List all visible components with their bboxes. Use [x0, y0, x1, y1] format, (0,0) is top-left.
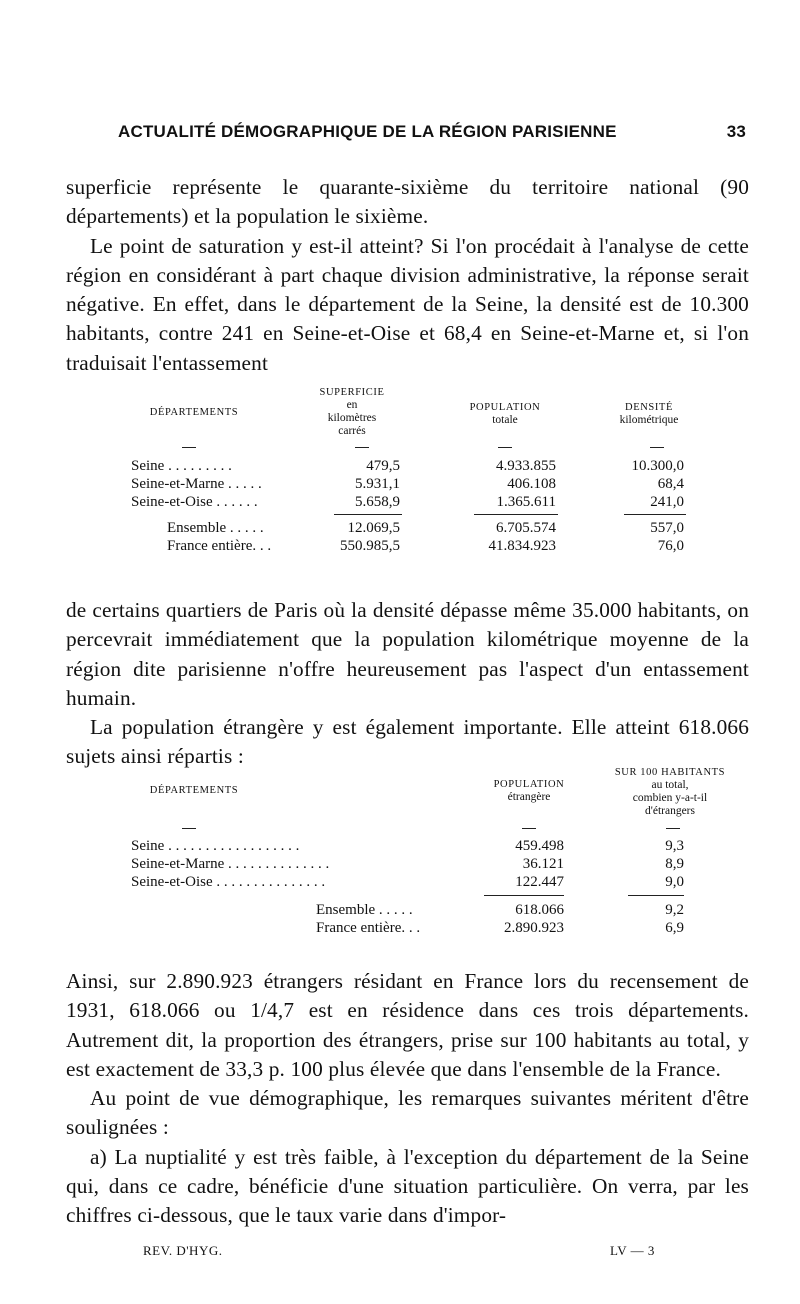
- t2-row-name: Seine-et-Oise . . . . . . . . . . . . . . .: [131, 874, 326, 890]
- t2-row-population: 36.121: [522, 856, 564, 872]
- t2-row-name: Seine . . . . . . . . . . . . . . . . . .: [131, 838, 300, 854]
- t2-row-sur100: 8,9: [665, 856, 684, 872]
- paragraph-superficie: superficie représente le quarante-sixième du territoire national (90 départements) et la population le sixième.: [66, 175, 749, 229]
- t1-header-population-totale: totale: [492, 414, 518, 426]
- t1-row-superficie: 5.931,1: [355, 476, 400, 492]
- paragraph-etrangers: La population étrangère y est également importante. Elle atteint 618.066 sujets ainsi répartis :: [66, 715, 749, 769]
- t1-row-densite: 68,4: [657, 476, 684, 492]
- t1-total-densite: 557,0: [650, 520, 684, 536]
- paragraph-demographique: Au point de vue démographique, les remarques suivantes méritent d'être soulignées :: [66, 1086, 749, 1140]
- t1-row-name: Seine-et-Marne . . . . .: [131, 476, 262, 492]
- t2-total-population: 2.890.923: [504, 920, 564, 936]
- t2-header-population-etrangere: étrangère: [507, 791, 551, 803]
- t2-total-sur100: 9,2: [665, 902, 684, 918]
- t1-row-superficie: 5.658,9: [355, 494, 400, 510]
- t1-row-densite: 10.300,0: [631, 458, 684, 474]
- t1-total-population: 6.705.574: [496, 520, 556, 536]
- t1-row-population: 406.108: [507, 476, 556, 492]
- t2-row-sur100: 9,3: [665, 838, 684, 854]
- t1-row-population: 4.933.855: [496, 458, 556, 474]
- t2-total-population: 618.066: [515, 902, 564, 918]
- t1-row-superficie: 479,5: [366, 458, 400, 474]
- paragraph-nuptialite: a) La nuptialité y est très faible, à l'exception du département de la Seine qui, dans ce cadre, bénéficie d'une situation particulière. On verra, par les chiffres ci-dessous, que le taux varie dans d'impor-: [66, 1144, 749, 1228]
- t1-row-name: Seine-et-Oise . . . . . .: [131, 494, 258, 510]
- t1-total-name: France entière. . .: [167, 538, 272, 554]
- header-title: ACTUALITÉ DÉMOGRAPHIQUE DE LA RÉGION PARISIENNE: [118, 122, 617, 141]
- t1-header-departements: DÉPARTEMENTS: [149, 407, 239, 418]
- footer-volume: LV — 3: [610, 1243, 655, 1258]
- paragraph-saturation: Le point de saturation y est-il atteint? Si l'on procédait à l'analyse de cette région en considérant à part chaque division administrative, la réponse serait négative. En effet, dans le département de la Seine, la densité est de 10.300 habitants, contre 241 en Seine-et-Oise et 68,4 en Seine-et-Marne et, si l'on traduisait l'entassement: [66, 233, 749, 375]
- t1-row-densite: 241,0: [650, 494, 684, 510]
- t1-header-superficie-en: en: [346, 399, 358, 411]
- t2-header-sur100: SUR 100 HABITANTS: [614, 767, 726, 778]
- t1-row-name: Seine . . . . . . . . .: [131, 458, 232, 474]
- t1-total-densite: 76,0: [657, 538, 684, 554]
- page-number: 33: [726, 122, 746, 141]
- t2-total-sur100: 6,9: [665, 920, 684, 936]
- t2-header-sur100-combien: combien y-a-t-il: [632, 792, 708, 804]
- t2-total-name: France entière. . .: [316, 920, 421, 936]
- t1-total-population: 41.834.923: [488, 538, 556, 554]
- t1-header-superficie-carres: carrés: [338, 425, 366, 437]
- t2-dash-1: [182, 828, 196, 829]
- t1-total-superficie: 550.985,5: [340, 538, 400, 554]
- t1-total-superficie: 12.069,5: [347, 520, 400, 536]
- t1-header-superficie-km: kilomètres: [327, 412, 377, 424]
- t2-row-sur100: 9,0: [665, 874, 684, 890]
- paragraph-ainsi: Ainsi, sur 2.890.923 étrangers résidant en France lors du recensement de 1931, 618.066 ou 1/4,7 est en résidence dans ces trois départements. Autrement dit, la proportion des étrangers, prise sur 100 habitants au total, y est exactement de 33,3 p. 100 plus élevée que dans l'ensemble de la France.: [66, 969, 749, 1081]
- t1-header-superficie: SUPERFICIE: [319, 387, 385, 398]
- footer-journal: REV. D'HYG.: [143, 1243, 223, 1258]
- t2-header-sur100-total: au total,: [651, 779, 689, 791]
- t1-header-population: POPULATION: [469, 402, 541, 413]
- t1-row-population: 1.365.611: [496, 494, 556, 510]
- t1-header-densite: DENSITÉ: [625, 402, 673, 413]
- t2-row-name: Seine-et-Marne . . . . . . . . . . . . . .: [131, 856, 330, 872]
- t2-header-sur100-etrangers: d'étrangers: [645, 805, 695, 817]
- paragraph-quartiers: de certains quartiers de Paris où la densité dépasse même 35.000 habitants, on percevrait immédiatement que la population kilométrique moyenne de la région dite parisienne n'offre heureusement pas l'aspect d'un entassement humain.: [66, 598, 749, 710]
- t1-header-densite-km: kilométrique: [619, 414, 679, 426]
- t2-dash-2: [522, 828, 536, 829]
- t1-total-name: Ensemble . . . . .: [167, 520, 264, 536]
- t2-row-population: 122.447: [515, 874, 564, 890]
- t2-dash-3: [666, 828, 680, 829]
- t2-row-population: 459.498: [515, 838, 564, 854]
- t2-header-departements: DÉPARTEMENTS: [149, 785, 239, 796]
- paragraph-block-3: [66, 967, 749, 1231]
- t2-header-population: POPULATION: [493, 779, 565, 790]
- t2-total-rule-1: [484, 895, 564, 896]
- t2-total-name: Ensemble . . . . .: [316, 902, 413, 918]
- t2-total-rule-2: [628, 895, 684, 896]
